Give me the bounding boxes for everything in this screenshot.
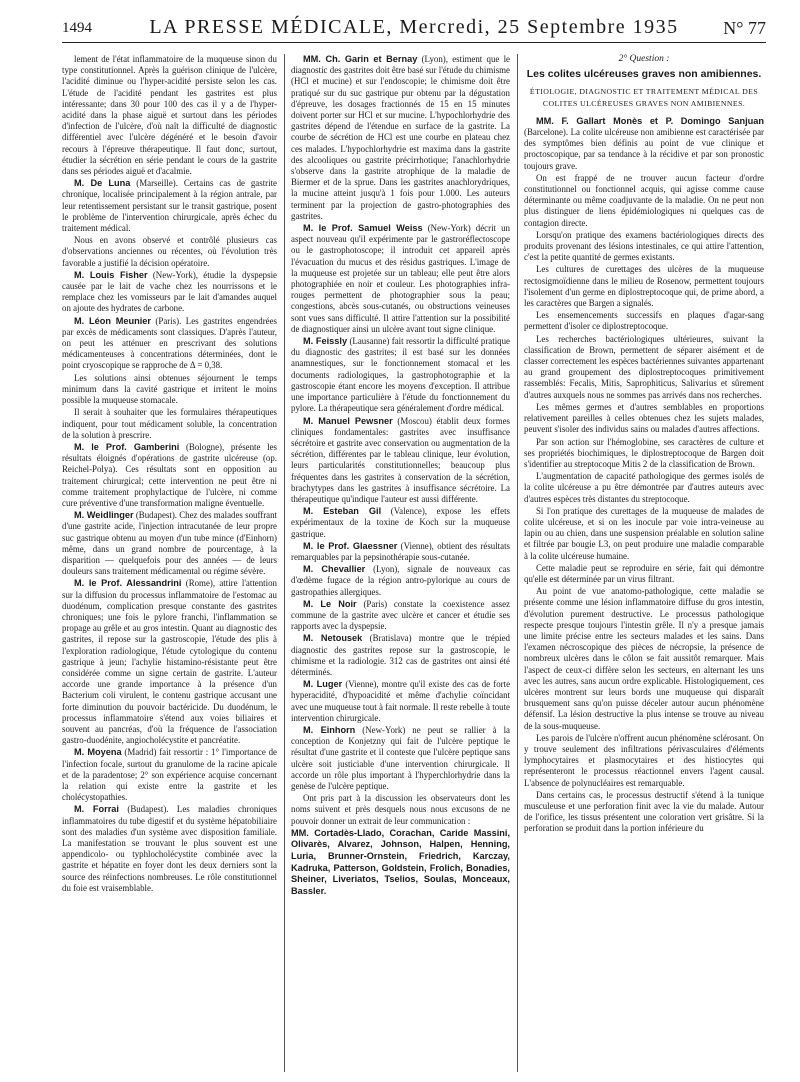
paragraph	[524, 116, 764, 172]
speaker-name: M. Forrai	[74, 804, 119, 815]
paragraph-text: (Vienne), montre qu'il existe des cas de forte hyperacidité, d'hypoacidité et même d'achylie coïncidant avec une muqueuse tout à fait normale. Il reste rebelle à toute intervention chirurgicale.	[291, 679, 510, 723]
speaker-name: M. Léon Meunier	[74, 315, 151, 326]
paragraph-text: Les solutions ainsi obtenues séjournent le temps minimum dans la cavité gastrique et irritent le moins possible la muqueuse stomacale.	[62, 372, 277, 406]
paragraph	[62, 510, 277, 577]
speaker-name: M. le Prof. Samuel Weiss	[303, 223, 423, 234]
paragraph	[291, 506, 510, 540]
paragraph	[524, 264, 764, 309]
paragraph	[524, 310, 764, 332]
speaker-name: M. Luger	[303, 679, 343, 690]
paragraph	[524, 402, 764, 436]
paragraph	[524, 733, 764, 789]
speaker-name: M. Feissly	[303, 336, 348, 347]
paragraph	[62, 54, 277, 177]
paragraph	[524, 471, 764, 505]
paragraph-text: (Paris) constate la coexistence assez commune de la gastrite avec ulcère et cancer et étudie ses rapports avec la dyspepsie.	[291, 598, 510, 632]
paragraph-text: (Lausanne) fait ressortir la difficulté pratique du diagnostic des gastrites; il est basé sur les données anamnestiques, sur le fonctionnement stomacal et les documents radiologiques, la gastrophotographie et la gastroscopie étant encore les moyens d'exception. Il attribue une importance particulière à l'étude du fonctionnement du pylore. La thérapeutique sera généralement d'ordre médical.	[291, 336, 510, 414]
speaker-name: M. le Prof. Glaessner	[303, 540, 398, 551]
paragraph-text: Cette maladie peut se reproduire en série, fait qui démontre qu'elle est déterminée par un virus filtrant.	[524, 562, 764, 584]
paragraph	[524, 230, 764, 264]
paragraph-text: Nous en avons observé et contrôlé plusieurs cas d'observations anciennes ou récentes, où l'évolution très favorable a justifié la décision opératoire.	[62, 235, 277, 268]
paragraph	[291, 416, 510, 506]
paragraph	[524, 173, 764, 229]
paragraph	[524, 334, 764, 401]
paragraph-text: (Vienne), obtient des résultats remarquables par la pepsinothérapie sous-cutanée.	[291, 540, 510, 562]
speaker-name: M. Einhorn	[303, 724, 356, 735]
paragraph	[291, 223, 510, 335]
paragraph-text: On est frappé de ne trouver aucun facteur d'ordre constitutionnel ou fonctionnel acquis, qui agisse comme cause déterminante ou même coadjuvante de la maladie. On ne peut non plus distinguer de liens épidémiologiques ni quelques cas de contagion directe.	[524, 172, 764, 228]
paragraph-text: (New-York) ne peut se rallier à la conception de Konjetzny qui fait de l'ulcère peptique le résultat d'une gastrite et il conteste que l'ulcère peptique sans ulcère soit justiciable d'une intervention chirurgicale. Il accorde un rôle plus important à l'hyperchlorhydrie dans la genèse de l'ulcère peptique.	[291, 724, 510, 791]
speaker-name: MM. F. Gallart Monès et P. Domingo Sanjuan	[536, 115, 764, 126]
speaker-name: M. Moyena	[74, 747, 122, 758]
speaker-name: M. le Prof. Alessandrini	[74, 578, 182, 589]
paragraph-text: (Budapest). Chez des malades souffrant d'une gastrite acide, l'injection intracutanée de leur propre suc gastrique obtenu au moyen d'un tube mince (d'Einhorn) même, dans un grand nombre de pourcentage, à la disparition — quelquefois pour des années — de leurs douleurs sans traitement médicamental ou régime sévère.	[62, 510, 277, 577]
paragraph-text: (Bologne), présente les résultats éloignés d'opérations de gastrite ulcéreuse (op. Reichel-Polya). Ces résultats sont en opposition au traitement chirurgical; cette intervention ne peut être ni comme traitement prophylactique de l'ulcère, ni comme cure préventive d'une transformation maligne éventuelle.	[62, 441, 277, 508]
paragraph-text: (Paris). Les gastrites engendrées par excès de médicaments sont classiques. D'après l'auteur, on peut les atténuer en prescrivant des solutions médicamenteuses à concentrations déterminées, dont le point cryoscopique se rapproche de Δ = 0,38.	[62, 315, 277, 371]
paragraph	[62, 316, 277, 372]
paragraph	[62, 235, 277, 269]
paragraph	[291, 725, 510, 792]
discussion-participants: MM. Cortadès-Llado, Corachan, Caride Massini, Olivarès, Alvarez, Johnson, Halpen, Henning, Luria, Brunner-Ornstein, Friedrich, Karczay, Kadruka, Patterson, Goldstein, Frolich, Bonadies, Sheiner, Liveriatos, Tselios, Soulas, Monceaux, Bassler.	[291, 827, 510, 896]
paragraph-text: (New-York) décrit un aspect nouveau qu'il expérimente par le gastroréflectoscope ou le gastrophotoscope; il introduit cet appareil après l'évacuation du mucus et des résidus gastriques. L'image de la muqueuse est projetée sur un tableau; elle peut être alors photographiée en noir et couleur. Les photographies infra-rouges permettent de photographier sous la peau; congestions, abcès sous-cutanés, ou obstructions veineuses sont vues sans difficulté. Il attire l'attention sur la possibilité de diagnostiquer ainsi un ulcère avant tout signe clinique.	[291, 223, 510, 334]
speaker-name: M. le Prof. Gamberini	[74, 441, 180, 452]
paragraph-text: Si l'on pratique des curettages de la muqueuse de malades de colite ulcéreuse, et si on les inocule par voie intra-veineuse au lapin ou au chien, dans une suspension préalable en solution saline et filtrée par bougie L3, on peut produire une maladie comparable à la colite ulcéreuse humaine.	[524, 505, 764, 561]
paragraph-text: Ont pris part à la discussion les observateurs dont les noms suivent et près desquels nous nous excusons de ne pouvoir donner un extrait de leur communication :	[291, 793, 510, 826]
paragraph	[524, 563, 764, 585]
page-header	[62, 16, 766, 43]
paragraph	[291, 541, 510, 563]
paragraph-text: Il serait à souhaiter que les formulaires thérapeutiques indiquent, pour tout médicament soluble, la concentration de la solution à prescrire.	[62, 407, 277, 440]
paragraph-text: Les cultures de curettages des ulcères de la muqueuse rectosigmoïdienne dans le milieu de Rosenow, permettent toujours l'isolement d'un germe en diplostreptocoque qui, de prime abord, a les caractères que Bargen a signalés.	[524, 264, 764, 309]
paragraph	[524, 586, 764, 732]
paragraph-text: (Madrid) fait ressortir : 1° l'importance de l'infection focale, surtout du granulome de la racine apicale et de la paradentose; 2° son expérience acquise concernant la relation qui existe entre la gastrite et les cholécystopathies.	[62, 747, 277, 803]
paragraph-text: Les parois de l'ulcère n'offrent aucun phénomène sclérosant. On y trouve seulement des infiltrations périvasculaires d'éléments lymphocytaires et plasmocytaires et des histiocytes qui représenteront le processus réactionnel envers l'agent causal. L'absence de polynucléaires est remarquable.	[524, 732, 764, 788]
speaker-name: M. Manuel Pewsner	[303, 415, 393, 426]
paragraph	[62, 578, 277, 746]
paragraph	[291, 54, 510, 222]
paragraph-text: (Bratislava) montre que le trépied diagnostic des gastrites repose sur la gastroscopie, le chimisme et la radiologie. 312 cas de gastrites ont ainsi été déterminés.	[291, 633, 510, 677]
paragraph	[291, 793, 510, 827]
paragraph-text: L'augmentation de capacité pathologique des germes isolés de la colite ulcéreuse a pu être démontrée par d'autres auteurs avec d'autres espèces très distantes du streptocoque.	[524, 471, 764, 504]
paragraph	[524, 790, 764, 835]
paragraph-text: (Budapest). Les maladies chroniques inflammatoires du tube digestif et du système hépatobiliaire sont des maladies d'un système avec disposition familiale. La manifestation se trouvant le plus souvent est une appendicolo- ou typhlocholécystite combinée avec la gastrite et hépatite en foyer dont les deux derniers sont la source des réinfections nombreuses. Le rôle constitutionnel du foie est vraisemblable.	[62, 804, 277, 893]
speaker-name: M. Weidlinger	[74, 510, 134, 521]
paragraph-text: (Moscou) établit deux formes cliniques fondamentales: gastrites avec insuffisance sécrétoire et gastrite avec conservation ou augmentation de la sécrétion, différentes par le tableau clinique, leur évolution, leurs particularités constitutionnelles; beaucoup plus fréquentes dans les gastrites à conservation de la sécrétion, brachytypes dans les gastrites à insuffisance sécrétoire. La thérapeutique qu'indique l'auteur est aussi différente.	[291, 415, 510, 504]
paragraph-text: (New-York), étudie la dyspepsie causée par le lait de vache chez les nourrissons et le remplace chez les vomisseurs par le lait d'amandes auquel on ajoute des hydrates de carbone.	[62, 269, 277, 314]
paragraph-text: (Marseille). Certains cas de gastrite chronique, localisée principalement à la région antrale, par leur retentissement persistant sur le transit gastrique, posent le problème de l'intervention chirurgicale, après échec du traitement médical.	[62, 178, 277, 234]
paragraph-text: (Rome), attire l'attention sur la diffusion du processus inflammatoire de l'estomac au duodénum, complication presque constante des gastrites chroniques; une fois le pylore franchi, l'inflammation se propage au grêle et au gros intestin. Quant au diagnostic des gastrites, il repose sur la gastroscopie, l'étude des plis à l'exploration radiologique, l'étude cytologique du contenu gastrique à jeun; l'achylie histamino-résistante peut être considérée comme un signe certain de gastrite. L'auteur accorde une grande importance à la présence d'un Bacterium coli virulent, le contenu gastrique accusant une forte diminution du pouvoir bactéricide. Du duodénum, le processus inflammatoire s'étend aux voies biliaires et souvent au pancréas, d'où la fréquence de l'association gastro-duodénite, angiocholécystite et pancréatite.	[62, 578, 277, 746]
paragraph	[62, 747, 277, 803]
speaker-name: M. Netousek	[303, 633, 363, 644]
paragraph	[524, 437, 764, 471]
journal-title: LA PRESSE MÉDICALE, Mercredi, 25 Septembre 1935	[149, 16, 679, 38]
speaker-name: M. De Luna	[74, 178, 131, 189]
paragraph-text: Par son action sur l'hémoglobine, ses caractères de culture et ses propriétés biochimiques, le diplostreptocoque de Bargen doit s'identifier au streptocoque Mitis 2 de la classification de Brown.	[524, 436, 764, 469]
paragraph	[291, 599, 510, 633]
paragraph	[62, 407, 277, 441]
question-label: 2° Question :	[618, 54, 670, 64]
question-title: Les colites ulcéreuses graves non amibiennes.	[526, 68, 762, 81]
paragraph	[291, 633, 510, 678]
paragraph-text: (Lyon), signale de nouveaux cas d'œdème fugace de la région antro-pylorique au cours de gastropathies allergiques.	[291, 564, 510, 597]
paragraph-text: Lorsqu'on pratique des examens bactériologiques directs des produits provenant des lésions intestinales, ce qui attire l'attention, c'est la petite quantité de germes existants.	[524, 229, 764, 263]
speaker-name: M. Louis Fisher	[74, 269, 148, 280]
paragraph	[291, 336, 510, 414]
paragraph-text: Dans certains cas, le processus destructif s'étend à la tunique musculeuse et une perforation finit avec la vie du malade. Autour de l'orifice, les tissus présentent une coloration vert grisâtre. Si la perforation se produit dans la portion inférieure du	[524, 789, 764, 834]
paragraph	[524, 506, 764, 562]
paragraph	[62, 442, 277, 509]
issue-number: N° 77	[723, 18, 766, 38]
paragraph-text: Les mêmes germes et d'autres semblables en proportions relativement pareilles à celles obtenues chez les sujets malades, peuvent s'isoler des individus sains ou malades d'autres affections.	[524, 401, 764, 435]
paragraph-text: (Lyon), estiment que le diagnostic des gastrites doit être basé sur l'étude du chimisme (HCl et mucine) et sur l'endoscopie; le chimisme doit être pratiqué sur du suc gastrique pur obtenu par la dégustation d'épreuve, les dosages fractionnés de 15 en 15 minutes doivent porter sur HCl et sur mucine. L'hypochlorhydrie des gastrites dépend de l'étendue en surface de la gastrite. La courbe de sécrétion de HCl est une courbe en plateau chez ces malades. L'hypochlorhydrie est maxima dans la gastrite des alcooliques ou gastrite précirrhotique; l'anachlorhydrie s'observe dans la gastrite atrophique de la maladie de Biermer et de la sprue. Dans les gastrites anachlorydriques, la mucine atteint jusqu'à 1 fois pour 1.000. Les auteurs terminent par la projection de gastro-photographies des gastrites.	[291, 54, 510, 221]
paragraph-text: Au point de vue anatomo-pathologique, cette maladie se présente comme une lésion inflammatoire diffuse du gros intestin, d'évolution purement destructive. Le processus pathologique respecte presque toujours l'intestin grêle. Il n'y a presque jamais une limite précise entre les secteurs malades et les sains. Dans l'examen nécroscopique des pièces de nécropsie, la présence de nombreux ulcères dans le côlon se fait aussitôt remarquer. Mais l'aspect de ceux-ci diffère selon les secteurs, en alternant les uns avec les autres, sans aucun ordre explicable. Histologiquement, ces ulcères montrent sur leurs bords une muqueuse qui disparaît brusquement sans qu'on puisse déceler autour aucun phénomène défensif. La lésion destructive la plus intense se trouve au niveau de la sous-muqueuse.	[524, 586, 764, 731]
paragraph-text: (Barcelone). La colite ulcéreuse non amibienne est caractérisée par des symptômes bien définis au point de vue clinique et proctoscopique, par sa tendance à la récidive et par son pronostic toujours grave.	[524, 127, 764, 171]
paragraph	[62, 373, 277, 407]
paragraph	[291, 679, 510, 724]
paragraph-text: Les ensemencements successifs en plaques d'agar-sang permettent d'isoler ce diplostreptocoque.	[524, 310, 764, 332]
paragraph-text: (Valence), expose les effets expérimentaux de la toxine de Koch sur la muqueuse gastrique.	[291, 506, 510, 539]
speaker-name: M. Esteban Gil	[303, 506, 382, 517]
column-divider	[517, 54, 518, 1072]
speaker-name: M. Le Noir	[303, 598, 357, 609]
paragraph	[291, 564, 510, 598]
column-1	[62, 54, 277, 1076]
paragraph	[62, 270, 277, 315]
column-2	[291, 54, 510, 1076]
column-3	[524, 54, 764, 1076]
paragraph	[62, 178, 277, 234]
paragraph-text: Les recherches bactériologiques ultérieures, suivant la classification de Brown, permettent de séparer aisément et de classer correctement les espèces bactériennes suivantes appartenant au grand groupement des diplostreptocoques primitivement rassemblés: Fecalis, Mitis, Saprophiticus, Salivarius et sûrement d'autres auxquels nous ne sommes pas arrivés dans nos recherches.	[524, 333, 764, 400]
speaker-name: MM. Ch. Garin et Bernay	[303, 54, 418, 64]
paragraph-text: lement de l'état inflammatoire de la muqueuse sinon du type constitutionnel. Après la guérison clinique de l'ulcère, l'acidité diminue ou l'hyper-acidité persiste selon les cas. L'étude de l'acidité pendant les gastrites est plus intéressante; dans 30 pour 100 des cas il y a de l'hyper-acidité dans la phase aiguë et surtout dans les périodes d'infection de l'ulcère, d'où naît la difficulté de diagnostic différentiel avec l'ulcère dégénéré et le besoin d'avoir recours à l'épreuve thérapeutique. Il faut donc, surtout, étudier la sécrétion en série pendant le cours de la gastrite dans ses périodes aiguë et d'acalmie.	[62, 54, 277, 177]
question-subtitle: ÉTIOLOGIE, DIAGNOSTIC ET TRAITEMENT MÉDICAL DES COLITES ULCÉREUSES GRAVES NON AMIBIENNES.	[529, 87, 759, 108]
page-number: 1494	[62, 20, 92, 36]
column-divider	[284, 54, 285, 1072]
paragraph	[62, 804, 277, 894]
speaker-name: M. Chevallier	[303, 564, 366, 575]
